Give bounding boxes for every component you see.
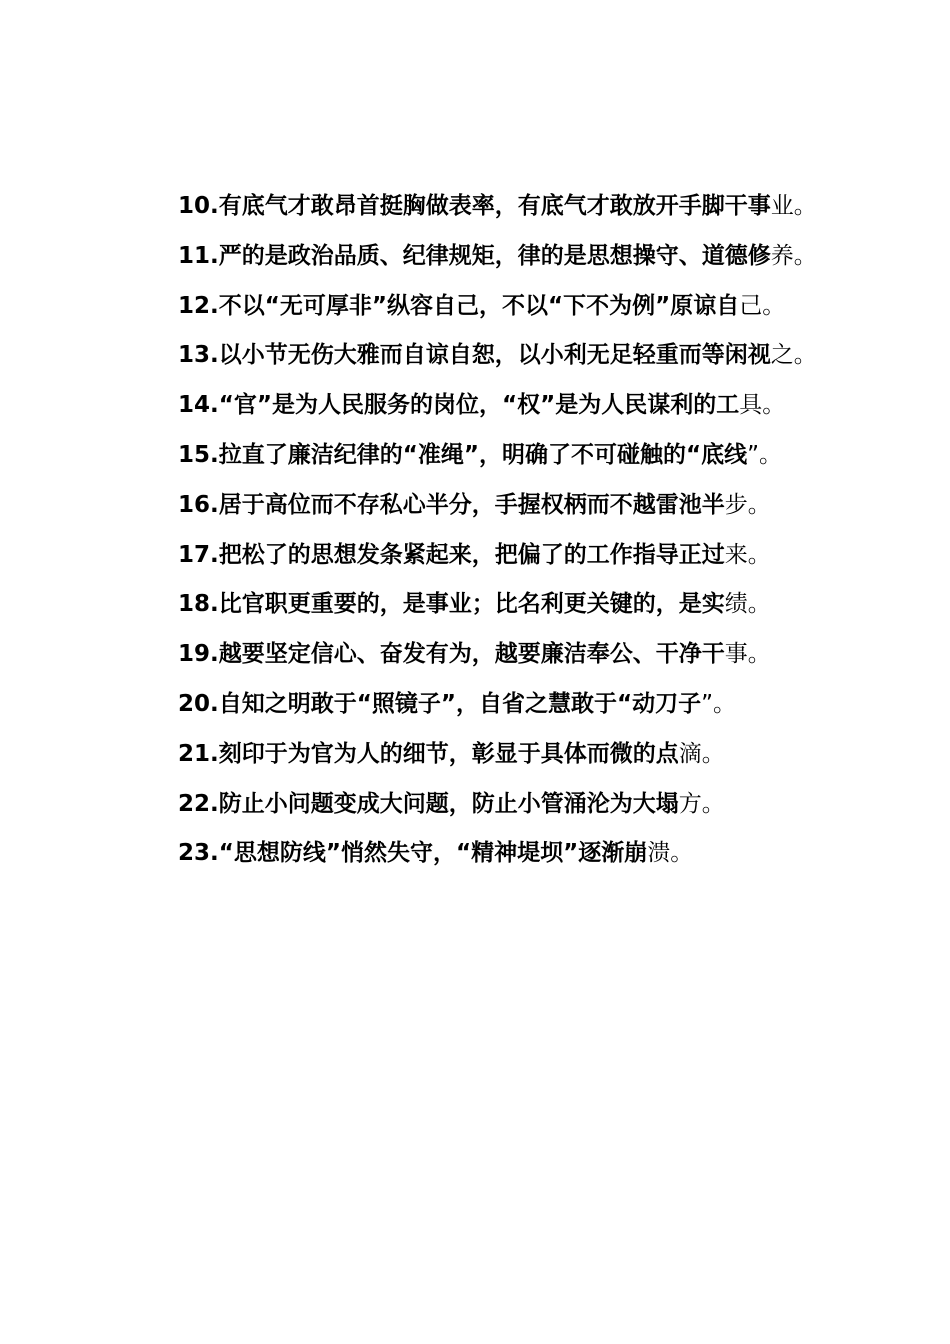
item-bold-text: 18.比官职更重要的，是事业；比名利更关键的，是实 — [178, 591, 725, 618]
list-item — [127, 282, 837, 332]
item-normal-text: 养。 — [770, 242, 817, 269]
item-bold-text: 13.以小节无伤大雅而自谅自恕，以小利无足轻重而等闲视 — [178, 342, 771, 369]
item-normal-text: 己。 — [739, 292, 786, 319]
item-normal-text: 绩。 — [724, 591, 771, 618]
list-item — [127, 431, 837, 481]
item-normal-text: 具。 — [739, 392, 786, 419]
item-bold-text: 15.拉直了廉洁纪律的“准绳”，明确了不可碰触的“底线 — [178, 441, 748, 468]
item-bold-text: 23.“思想防线”悄然失守，“精神堤坝”逐渐崩 — [178, 840, 648, 867]
item-normal-text: 滴。 — [678, 740, 725, 767]
list-item — [127, 182, 837, 232]
item-normal-text: 业。 — [770, 193, 817, 219]
item-bold-text: 16.居于高位而不存私心半分，手握权柄而不越雷池半 — [178, 491, 725, 518]
list-item — [127, 680, 837, 730]
list-item — [127, 580, 837, 630]
list-item — [127, 381, 837, 431]
item-normal-text: ”。 — [747, 441, 783, 468]
item-normal-text: 步。 — [724, 491, 771, 518]
list-item — [127, 630, 837, 680]
item-normal-text: 事。 — [724, 641, 771, 668]
list-item — [127, 780, 837, 830]
item-bold-text: 19.越要坚定信心、奋发有为，越要廉洁奉公、干净干 — [178, 641, 725, 668]
item-normal-text: 来。 — [724, 541, 771, 568]
list-item — [127, 331, 837, 381]
list-item — [127, 481, 837, 531]
item-bold-text: 17.把松了的思想发条紧起来，把偏了的工作指导正过 — [178, 541, 725, 568]
item-bold-text: 10.有底气才敢昂首挺胸做表率，有底气才敢放开手脚干事 — [178, 193, 771, 219]
list-item — [127, 829, 837, 879]
item-bold-text: 22.防止小问题变成大问题，防止小管涌沦为大塌 — [178, 790, 679, 817]
list-item — [127, 531, 837, 581]
list-item — [127, 232, 837, 282]
item-bold-text: 11.严的是政治品质、纪律规矩，律的是思想操守、道德修 — [178, 242, 771, 269]
list-item — [127, 730, 837, 780]
item-bold-text: 14.“官”是为人民服务的岗位，“权”是为人民谋利的工 — [178, 392, 740, 419]
item-normal-text: ”。 — [701, 690, 737, 717]
item-normal-text: 溃。 — [647, 840, 694, 867]
item-normal-text: 之。 — [770, 342, 817, 369]
item-bold-text: 12.不以“无可厚非”纵容自己，不以“下不为例”原谅自 — [178, 292, 740, 319]
item-normal-text: 方。 — [678, 790, 725, 817]
item-bold-text: 21.刻印于为官为人的细节，彰显于具体而微的点 — [178, 740, 679, 767]
item-bold-text: 20.自知之明敢于“照镜子”，自省之慧敢于“动刀子 — [178, 690, 702, 717]
document-body — [127, 182, 837, 879]
